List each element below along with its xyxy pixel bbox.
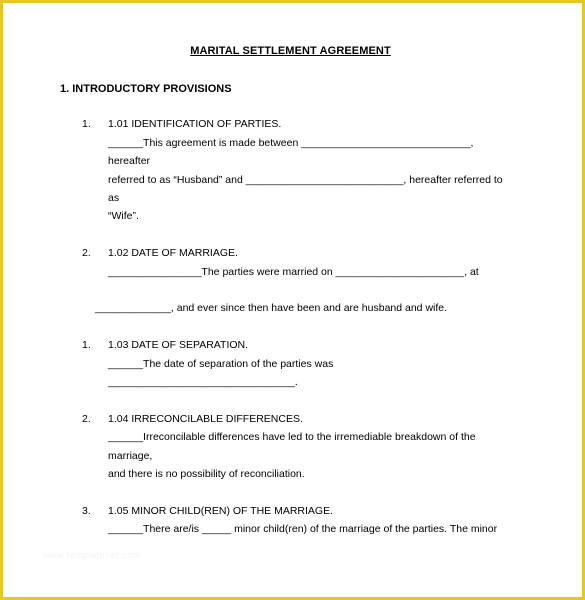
item-text-line: referred to as “Husband” and ___________________________, hereafter referred to: [108, 174, 503, 186]
item-number: 1.: [82, 339, 91, 351]
item-text-line: ______This agreement is made between _____________________________,: [108, 137, 474, 149]
section-heading: 1. INTRODUCTORY PROVISIONS: [60, 83, 232, 95]
item-number: 2.: [82, 413, 91, 425]
document-title: MARITAL SETTLEMENT AGREEMENT: [190, 45, 391, 57]
item-text-line: “Wife”.: [108, 210, 139, 222]
document-page: [3, 3, 582, 597]
item-text-line: ______There are/is _____ minor child(ren) of the marriage of the parties. The minor: [108, 523, 498, 535]
item-heading: 1.02 DATE OF MARRIAGE.: [108, 247, 238, 259]
watermark: www.templatenet.com: [43, 550, 141, 560]
item-text-line: hereafter: [108, 155, 151, 167]
item-heading: 1.01 IDENTIFICATION OF PARTIES.: [108, 118, 282, 130]
item-text-line: marriage,: [108, 450, 153, 462]
item-number: 1.: [82, 118, 91, 130]
item-text-line: and there is no possibility of reconciliation.: [108, 468, 305, 480]
item-text-line: ________________The parties were married on ______________________, at: [108, 266, 479, 278]
item-number: 2.: [82, 247, 91, 259]
item-text-line: ______The date of separation of the parties was: [108, 358, 334, 370]
item-heading: 1.05 MINOR CHILD(REN) OF THE MARRIAGE.: [108, 505, 334, 517]
item-text-line: ________________________________.: [108, 376, 298, 388]
item-text-line: _____________, and ever since then have been and are husband and wife.: [95, 302, 448, 314]
item-heading: 1.03 DATE OF SEPARATION.: [108, 339, 249, 351]
item-heading: 1.04 IRRECONCILABLE DIFFERENCES.: [108, 413, 303, 425]
item-text-line: ______Irreconcilable differences have led to the irremediable breakdown of the: [108, 431, 476, 443]
item-number: 3.: [82, 505, 91, 517]
item-text-line: as: [108, 192, 120, 204]
